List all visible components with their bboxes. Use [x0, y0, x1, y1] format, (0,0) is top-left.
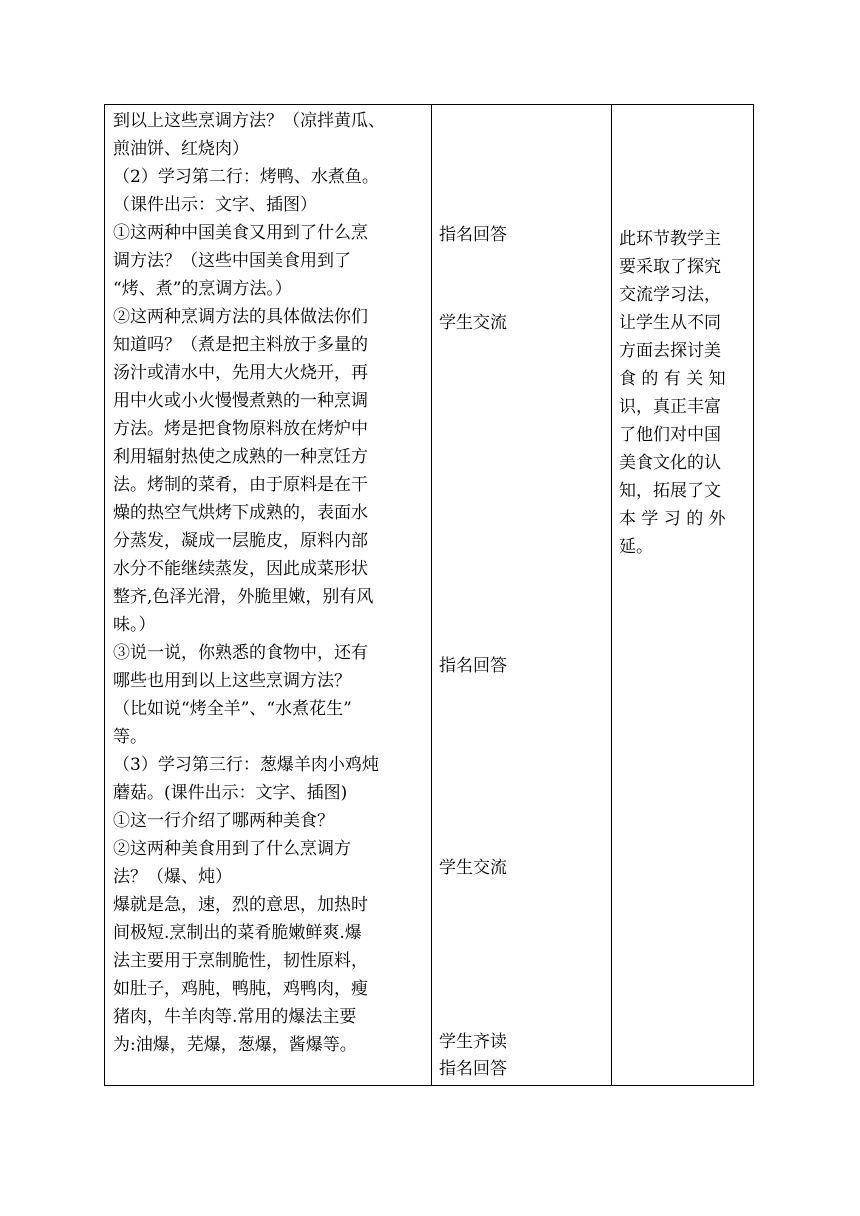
student-activity-label: 指名回答: [439, 1059, 507, 1079]
design-intent-line: 食 的 有 关 知: [619, 369, 726, 389]
teaching-text-line: 分蒸发，凝成一层脆皮，原料内部: [113, 531, 368, 551]
student-activity-label: 指名回答: [439, 225, 507, 245]
design-intent-cell: [619, 225, 751, 561]
teaching-text-line: ③说一说，你熟悉的食物中，还有: [113, 643, 368, 663]
design-intent-line: 识，真正丰富: [619, 397, 721, 417]
teaching-text-line: 间极短.烹制出的菜肴脆嫩鲜爽.爆: [113, 923, 362, 943]
design-intent-line: 延。: [619, 537, 653, 557]
teaching-text-line: 用中火或小火慢慢煮熟的一种烹调: [113, 391, 368, 411]
teaching-text-line: 水分不能继续蒸发，因此成菜形状: [113, 559, 368, 579]
design-intent-line: 此环节教学主: [619, 229, 721, 249]
teaching-text-line: ②这两种烹调方法的具体做法你们: [113, 307, 368, 327]
teaching-text-line: 燥的热空气烘烤下成熟的，表面水: [113, 503, 368, 523]
teaching-text-line: 知道吗？（煮是把主料放于多量的: [113, 335, 368, 355]
design-intent-line: 让学生从不同: [619, 313, 721, 333]
teaching-text-line: （比如说“烤全羊”、“水煮花生”: [113, 699, 352, 719]
teaching-text-line: ①这一行介绍了哪两种美食？: [113, 811, 334, 831]
column-divider-1: [431, 105, 432, 1085]
teaching-text-line: （课件出示：文字、插图）: [113, 195, 317, 215]
teaching-text-line: 为:油爆，芜爆，葱爆，酱爆等。: [113, 1035, 357, 1055]
design-intent-line: 本 学 习 的 外: [619, 509, 726, 529]
teaching-text-line: 哪些也用到以上这些烹调方法？: [113, 671, 351, 691]
student-activity-label: 学生交流: [439, 313, 507, 333]
teaching-text-line: 调方法？（这些中国美食用到了: [113, 251, 351, 271]
lesson-plan-table: [104, 104, 754, 1086]
teaching-text-line: 煎油饼、红烧肉）: [113, 139, 249, 159]
teaching-process-cell: [113, 107, 431, 1059]
teaching-text-line: 等。: [113, 727, 147, 747]
teaching-text-line: （2）学习第二行：烤鸭、水煮鱼。: [113, 167, 379, 187]
teaching-text-line: 汤汁或清水中，先用大火烧开，再: [113, 363, 368, 383]
student-activity-label: 学生交流: [439, 858, 507, 878]
design-intent-line: 美食文化的认: [619, 453, 721, 473]
design-intent-line: 交流学习法，: [619, 285, 721, 305]
teaching-text-line: ②这两种美食用到了什么烹调方: [113, 839, 351, 859]
design-intent-line: 了他们对中国: [619, 425, 721, 445]
teaching-text-line: 蘑菇。(课件出示：文字、插图): [113, 783, 348, 803]
teaching-text-line: ①这两种中国美食又用到了什么烹: [113, 223, 368, 243]
teaching-text-line: 方法。烤是把食物原料放在烤炉中: [113, 419, 368, 439]
design-intent-line: 要采取了探究: [619, 257, 721, 277]
teaching-text-line: 猪肉，牛羊肉等.常用的爆法主要: [113, 1007, 357, 1027]
student-activity-label: 学生齐读: [439, 1032, 507, 1052]
teaching-text-line: 到以上这些烹调方法？（凉拌黄瓜、: [113, 111, 385, 131]
student-activity-label: 指名回答: [439, 656, 507, 676]
teaching-text-line: （3）学习第三行：葱爆羊肉小鸡炖: [113, 755, 379, 775]
teaching-text-line: 爆就是急，速，烈的意思，加热时: [113, 895, 368, 915]
teaching-text-line: 整齐,色泽光滑，外脆里嫩，别有风: [113, 587, 374, 607]
column-divider-2: [611, 105, 612, 1085]
design-intent-line: 方面去探讨美: [619, 341, 721, 361]
design-intent-line: 知，拓展了文: [619, 481, 721, 501]
teaching-text-line: 法主要用于烹制脆性，韧性原料，: [113, 951, 368, 971]
teaching-text-line: 味。）: [113, 615, 156, 635]
teaching-text-line: 法？（爆、炖）: [113, 867, 232, 887]
teaching-text-line: 利用辐射热使之成熟的一种烹饪方: [113, 447, 368, 467]
teaching-text-line: “烤、煮”的烹调方法。）: [113, 279, 292, 299]
teaching-text-line: 如肚子，鸡肫，鸭肫，鸡鸭肉，瘦: [113, 979, 368, 999]
teaching-text-line: 法。烤制的菜肴，由于原料是在干: [113, 475, 368, 495]
